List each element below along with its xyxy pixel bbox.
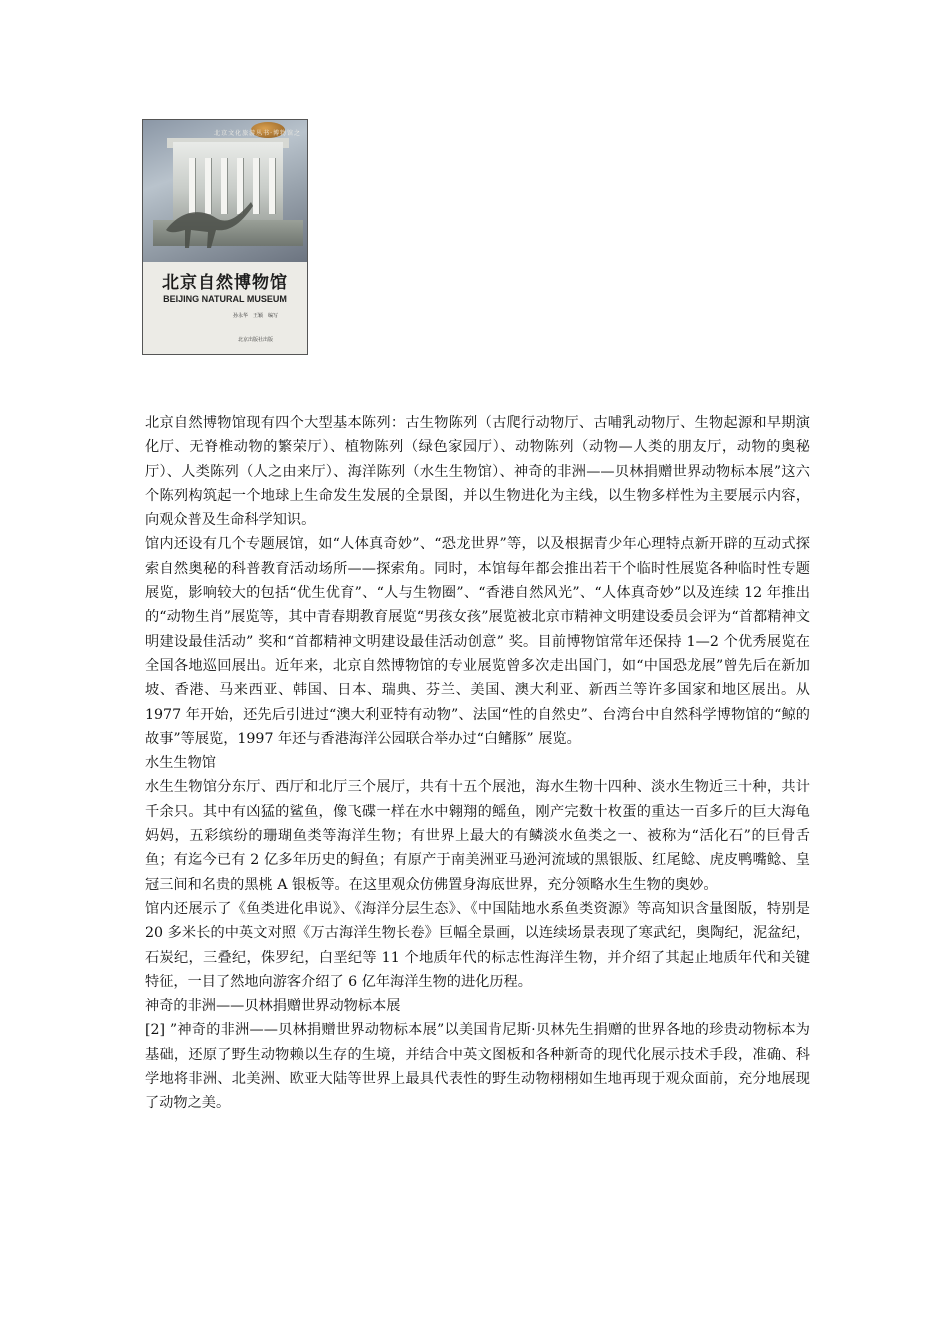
dinosaur-skeleton-icon xyxy=(161,190,261,250)
paragraph-aquatic: 水生生物馆分东厅、西厅和北厅三个展厅，共有十五个展池，海水生物十四种、淡水生物近三十种，共计千余只。其中有凶猛的鲨鱼，像飞碟一样在水中翱翔的鳐鱼，刚产完数十枚蛋的重达一百多斤的巨大海龟妈妈，五彩缤纷的珊瑚鱼类等海洋生物；有世界上最大的有鳞淡水鱼类之一、被称为“活化石”的巨骨舌鱼；有迄今已有 2 亿多年历史的鲟鱼；有原产于南美洲亚马逊河流域的黑银版、红尾鲶、虎皮鸭嘴鲶、皇冠三间和名贵的黑桃 A 银板等。在这里观众仿佛置身海底世界，充分领略水生生物的奥妙。 xyxy=(145,779,810,893)
museum-column xyxy=(269,158,275,214)
section-heading-aquatic: 水生生物馆 xyxy=(145,755,216,772)
cover-authors: 孙永华 王颖 编写 xyxy=(233,313,279,319)
cover-subtitle: BEIJING NATURAL MUSEUM xyxy=(163,294,287,304)
paragraph-exhibitions: 北京自然博物馆现有四个大型基本陈列：古生物陈列（古爬行动物厅、古哺乳动物厅、生物起源和早期演化厅、无脊椎动物的繁荣厅）、植物陈列（绿色家园厅）、动物陈列（动物—人类的朋友厅，动物的奥秘厅）、人类陈列（人之由来厅）、海洋陈列（水生生物馆）、神奇的非洲——贝林捐赠世界动物标本展”这六个陈列构筑起一个地球上生命发生发展的全景图，并以生物进化为主线，以生物多样性为主要展示内容，向观众普及生命科学知识。 xyxy=(145,415,810,529)
paragraph-special-exhibitions: 馆内还设有几个专题展馆，如“人体真奇妙”、“恐龙世界”等，以及根据青少年心理特点新开辟的互动式探索自然奥秘的科普教育活动场所——探索角。同时，本馆每年都会推出若干个临时性展览各种临时性专题展览，影响较大的包括“优生优育”、“人与生物圈”、“香港自然风光”、“人体真奇妙”以及连续 12 年推出的“动物生肖”展览等，其中青春期教育展览“男孩女孩”展览被北京市精神文明建设委员会评为“首都精神文明建设最佳活动” 奖和“首都精神文明建设最佳活动创意” 奖。目前博物馆常年还保持 1—2 个优秀展览在全国各地巡回展出。近年来，北京自然博物馆的专业展览曾多次走出国门，如“中国恐龙展”曾先后在新加坡、香港、马来西亚、韩国、日本、瑞典、芬兰、美国、澳大利亚、新西兰等许多国家和地区展出。从 1977 年开始，还先后引进过“澳大利亚特有动物”、法国“性的自然史”、台湾台中自然科学博物馆的“鲸的故事”等展览，1997 年还与香港海洋公园联合举办过“白鳍豚” 展览。 xyxy=(145,536,810,747)
cover-series-text: 北京文化旅游丛书·博物馆之 xyxy=(214,130,301,137)
section-heading-africa: 神奇的非洲——贝林捐赠世界动物标本展 xyxy=(145,998,401,1015)
paragraph-aquatic-displays: 馆内还展示了《鱼类进化串说》、《海洋分层生态》、《中国陆地水系鱼类资源》等高知识含量图版，特别是 20 多米长的中英文对照《万古海洋生物长卷》巨幅全景画，以连续场景表现了寒武纪，奥陶纪，泥盆纪，石炭纪，三叠纪，侏罗纪，白垩纪等 11 个地质年代的标志性海洋生物，并介绍了其起止地质年代和关键特征，一目了然地向游客介绍了 6 亿年海洋生物的进化历程。 xyxy=(145,900,810,990)
cover-title: 北京自然博物馆 xyxy=(162,273,288,293)
cover-publisher: 北京出版社出版 xyxy=(238,337,274,343)
article-body xyxy=(145,411,810,1116)
paragraph-africa: [2] ”神奇的非洲——贝林捐赠世界动物标本展”以美国肯尼斯·贝林先生捐赠的世界各地的珍贵动物标本为基础，还原了野生动物赖以生存的生境，并结合中英文图板和各种新奇的现代化展示技术手段，准确、科学地将非洲、北美洲、欧亚大陆等世界上最具代表性的野生动物栩栩如生地再现于观众面前，充分地展现了动物之美。 xyxy=(145,1022,810,1112)
book-cover-image xyxy=(143,120,307,354)
